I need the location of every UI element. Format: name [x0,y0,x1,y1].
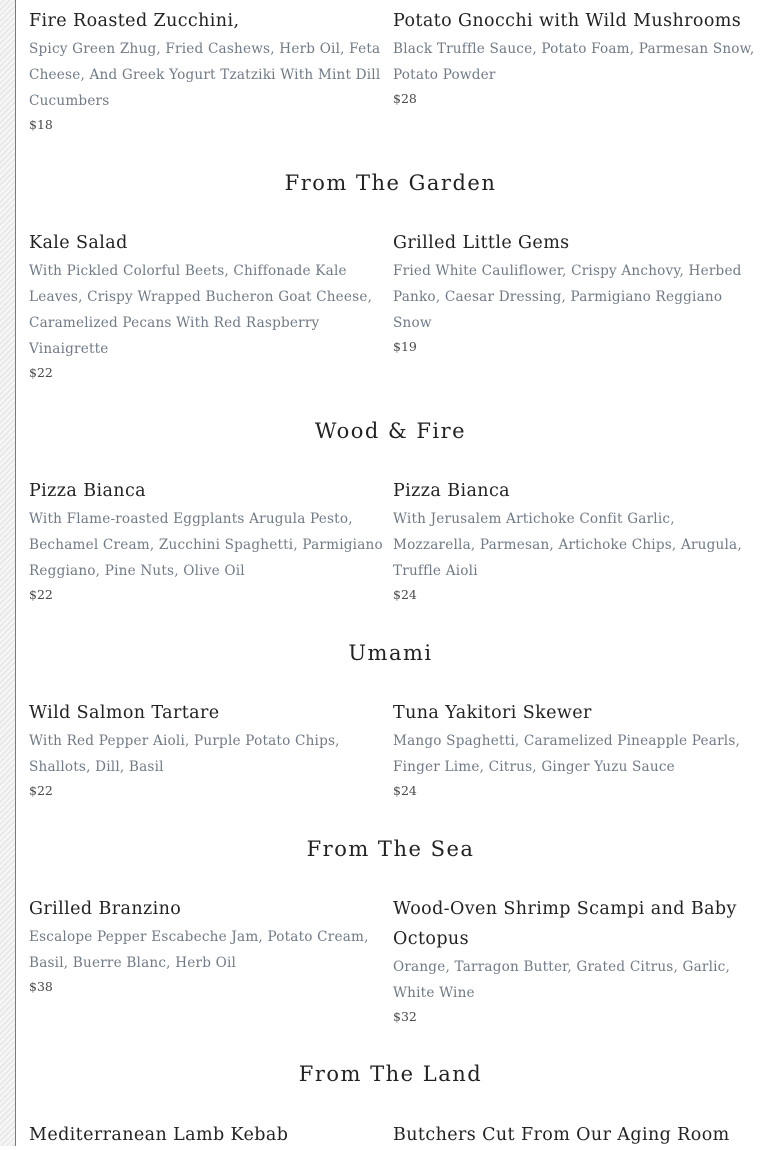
menu-item-price: $22 [29,587,53,602]
menu-item-description: Orange, Tarragon Butter, Grated Citrus, Garlic, White Wine [393,959,730,1001]
menu-item-price: $24 [393,783,417,798]
menu-item [393,698,757,802]
menu-item-description: With Pickled Colorful Beets, Chiffonade Kale Leaves, Crispy Wrapped Bucheron Goat Cheese, Caramelized Pecans With Red Raspberry Vinaigrette [29,263,373,357]
menu-item-price: $22 [29,365,53,380]
menu-item [393,894,757,1028]
menu-item [393,6,757,136]
menu-row [29,698,759,802]
menu-item-price: $18 [29,117,53,132]
menu-item-description: Fried White Cauliflower, Crispy Anchovy, Herbed Panko, Caesar Dressing, Parmigiano Reggiano Snow [393,263,742,331]
menu-item-name: Pizza Bianca [393,481,511,501]
menu-item [29,894,393,1028]
menu-item-price: $19 [393,339,417,354]
menu-item [29,698,393,802]
menu-item-description: Mango Spaghetti, Caramelized Pineapple Pearls, Finger Lime, Citrus, Ginger Yuzu Sauce [393,733,741,775]
page-edge-strip [0,0,16,1146]
menu-item-name: Mediterranean Lamb Kebab [29,1125,289,1145]
section-title: From The Land [298,1062,483,1086]
menu-item-description: With Flame-roasted Eggplants Arugula Pesto, Bechamel Cream, Zucchini Spaghetti, Parmigiano Reggiano, Pine Nuts, Olive Oil [29,511,383,579]
menu-item [393,228,757,384]
menu-item-name: Kale Salad [29,233,128,253]
section-title: From The Sea [306,837,475,861]
menu-item-description: With Jerusalem Artichoke Confit Garlic, Mozzarella, Parmesan, Artichoke Chips, Arugula, Truffle Aioli [393,511,742,579]
menu-item [393,476,757,606]
menu-item-price: $22 [29,783,53,798]
menu-item-price: $32 [393,1009,417,1024]
menu-item-description: Spicy Green Zhug, Fried Cashews, Herb Oil, Feta Cheese, And Greek Yogurt Tzatziki With Mint Dill Cucumbers [29,41,381,109]
menu-item [29,476,393,606]
menu-row [29,6,759,136]
menu-item-price: $24 [393,587,417,602]
menu-row [29,476,759,606]
menu-item-name: Potato Gnocchi with Wild Mushrooms [393,11,742,31]
menu-item [29,228,393,384]
menu-item-name: Tuna Yakitori Skewer [393,703,592,723]
menu-item-name: Grilled Branzino [29,899,182,919]
menu-item-name: Grilled Little Gems [393,233,570,253]
menu-item-name: Butchers Cut From Our Aging Room [393,1125,730,1145]
section-title: From The Garden [284,171,497,195]
menu-item-description: With Red Pepper Aioli, Purple Potato Chips, Shallots, Dill, Basil [29,733,340,775]
menu-item [29,6,393,136]
section-title: Wood & Fire [314,419,467,443]
section-title: Umami [348,641,433,665]
menu-item-price: $38 [29,979,53,994]
menu-item-name: Pizza Bianca [29,481,147,501]
menu-item-name: Fire Roasted Zucchini, [29,11,240,31]
menu-item-name: Wood-Oven Shrimp Scampi and Baby Octopus [393,899,737,949]
menu-item-name: Wild Salmon Tartare [29,703,220,723]
menu-item-description: Escalope Pepper Escabeche Jam, Potato Cream, Basil, Buerre Blanc, Herb Oil [29,929,369,971]
menu-row [29,228,759,384]
menu-item-price: $28 [393,91,417,106]
menu-item-description: Black Truffle Sauce, Potato Foam, Parmesan Snow, Potato Powder [393,41,755,83]
menu-row [29,894,759,1028]
menu-page [16,0,765,1146]
